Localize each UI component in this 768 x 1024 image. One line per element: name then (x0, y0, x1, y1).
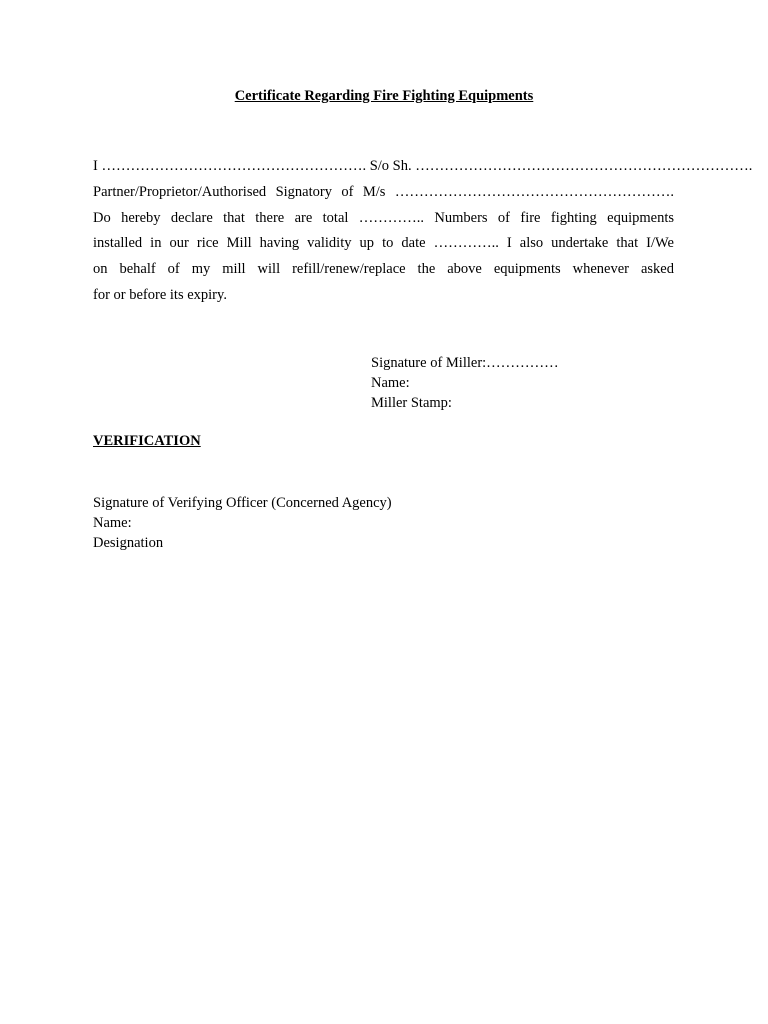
verification-heading: VERIFICATION (93, 433, 201, 449)
miller-name-label: Name: (371, 375, 410, 391)
miller-signature-block (371, 353, 559, 413)
paragraph-line: installed in our rice Mill having validity up to date ………….. I also undertake that I/We (93, 235, 674, 252)
officer-name-label: Name: (93, 515, 132, 531)
officer-designation-label: Designation (93, 535, 164, 551)
paragraph-line: I ………………………………………………. S/o Sh. ……………………………………………………………. (93, 158, 753, 174)
verifying-officer-block (93, 493, 392, 553)
paragraph-line: Do hereby declare that there are total ………….. Numbers of fire fighting equipments (93, 209, 674, 226)
officer-signature-label: Signature of Verifying Officer (Concerned Agency) (93, 495, 392, 511)
declaration-paragraph (93, 154, 753, 309)
miller-signature-label: Signature of Miller:…………… (371, 355, 559, 371)
document-title: Certificate Regarding Fire Fighting Equipments (234, 88, 534, 104)
paragraph-line: on behalf of my mill will refill/renew/replace the above equipments whenever asked (93, 261, 674, 278)
miller-stamp-label: Miller Stamp: (371, 395, 452, 411)
paragraph-line: for or before its expiry. (93, 286, 227, 303)
paragraph-line: Partner/Proprietor/Authorised Signatory of M/s …………………………………………………. (93, 183, 674, 200)
